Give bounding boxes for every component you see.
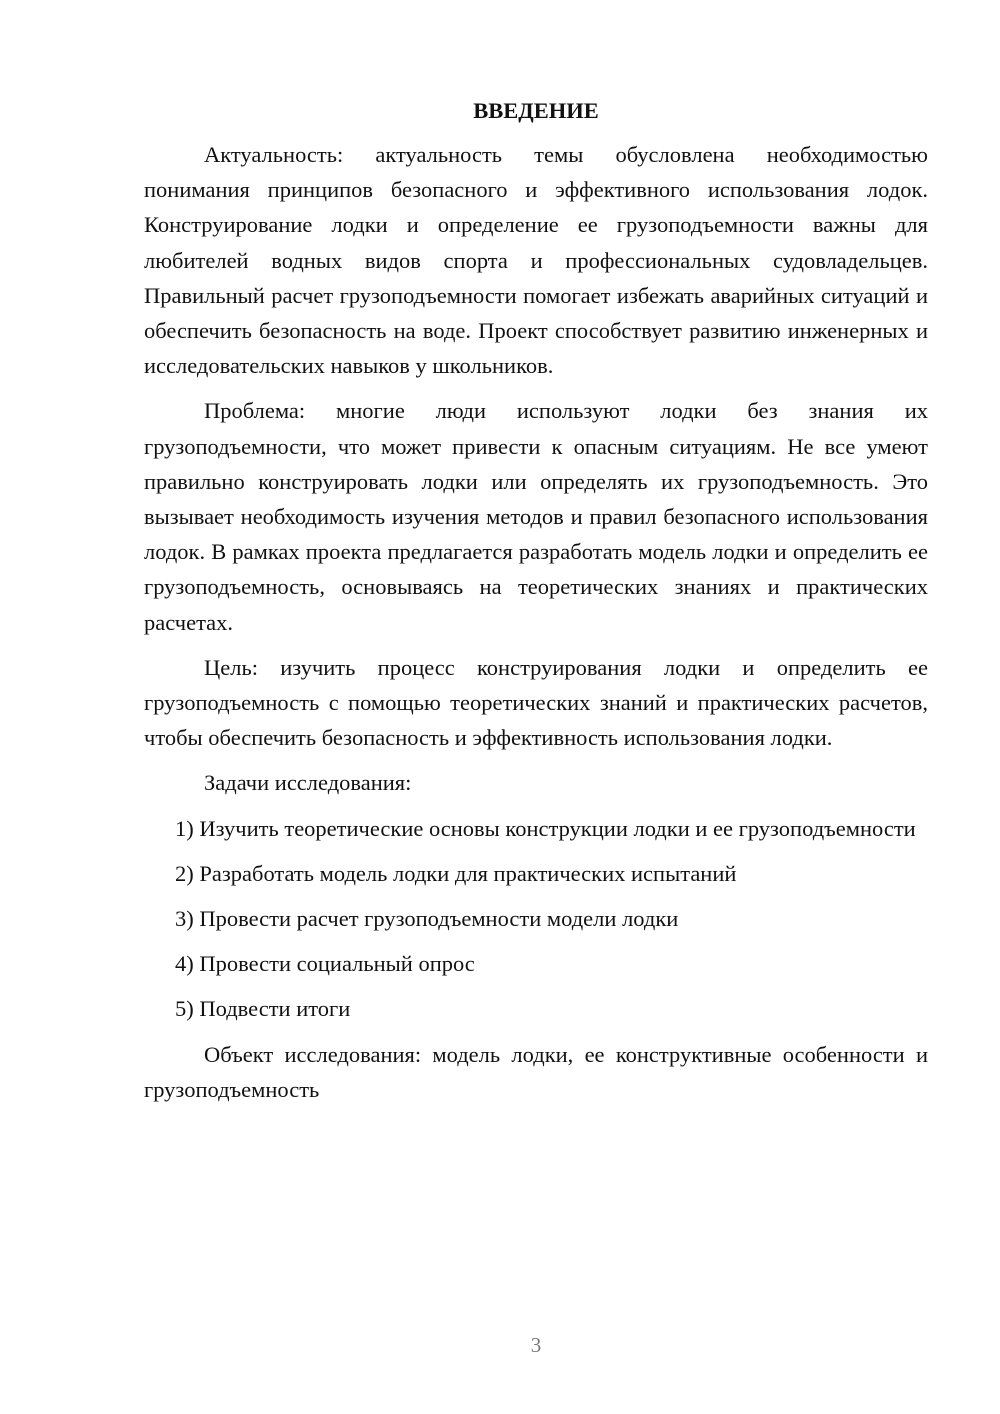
section-heading: ВВЕДЕНИЕ (473, 98, 599, 123)
page-content (144, 96, 928, 1117)
task-item: 4) Провести социальный опрос (175, 951, 475, 977)
paragraph-goal: Цель: изучить процесс конструирования лодки и определить ее грузоподъемность с помощью теоретических знаний и практических расчетов, чтобы обеспечить безопасность и эффективность использования лодки. (144, 654, 928, 751)
paragraph-object: Объект исследования: модель лодки, ее конструктивные особенности и грузоподъемность (144, 1041, 928, 1102)
paragraph-problem: Проблема: многие люди используют лодки без знания их грузоподъемности, что может привести к опасным ситуациям. Не все умеют правильно конструировать лодки или определять их грузоподъемность. Это вызывает необходимость изучения методов и правил безопасного использования лодок. В рамках проекта предлагается разработать модель лодки и определить ее грузоподъемность, основываясь на теоретических знаниях и практических расчетах. (144, 398, 928, 635)
page-number: 3 (530, 1333, 542, 1357)
task-item: 5) Подвести итоги (175, 996, 351, 1022)
task-item: 1) Изучить теоретические основы конструкции лодки и ее грузоподъемности (175, 815, 916, 841)
paragraph-tasks-intro: Задачи исследования: (204, 770, 412, 796)
task-item: 3) Провести расчет грузоподъемности модели лодки (175, 906, 679, 932)
task-item: 2) Разработать модель лодки для практических испытаний (175, 860, 737, 886)
paragraph-relevance: Актуальность: актуальность темы обусловлена необходимостью понимания принципов безопасного и эффективного использования лодок. Конструирование лодки и определение ее грузоподъемности важны для любителей водных видов спорта и профессиональных судовладельцев. Правильный расчет грузоподъемности помогает избежать аварийных ситуаций и обеспечить безопасность на воде. Проект способствует развитию инженерных и исследовательских навыков у школьников. (144, 142, 928, 379)
